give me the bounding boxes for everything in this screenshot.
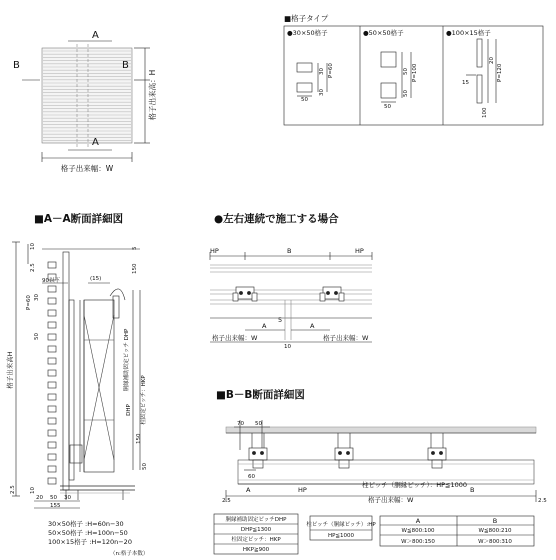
aa-slat [48,442,56,448]
note-30x50: 30×50格子 :H=60n−30 [48,520,124,528]
type3-name: ●100×15格子 [446,29,491,37]
label-a-top: A [92,30,99,41]
t3-r2-b: W＞800:310 [478,539,512,545]
cont-width-right: 格子出来幅：W [323,334,369,342]
section-aa [5,212,148,557]
aa-dim-10: 10 [30,243,36,250]
bb-width-label: 格子出来幅：W [368,496,414,504]
aa-slat [48,478,56,484]
bb-label-a: A [246,486,251,494]
aa-slat [48,418,56,424]
aa-brace-frame [84,300,114,472]
type3-slat-bottom [477,75,482,103]
type1-dim-30b: 30 [319,89,325,96]
aa-dim-5: 5 [132,246,138,250]
aa-dim-15-paren: (15) [90,276,102,282]
aa-slat [48,346,56,352]
aa-dim-2-5-left: 2.5 [10,485,16,494]
aa-slat [48,430,56,436]
type2-slat-top [381,52,396,67]
lattice-elevation [13,30,157,173]
aa-dhp-label: 胴縁補助固定ピッチ DHP [124,328,130,392]
aa-hkp-label: 柱固定ピッチ：HKP [141,375,147,425]
bb-post-bracket [428,448,446,460]
lattice-height-label: 格子出来高H [6,351,14,389]
bb-dim-50: 50 [255,421,262,427]
aa-dim-150-bottom: 150 [136,433,142,444]
type2-slat-bottom [381,83,396,98]
aa-post [63,252,69,490]
aa-slat [48,322,56,328]
aa-dim-2-5: 2.5 [30,263,36,272]
type1-dim-50: 50 [301,97,308,103]
bb-label-b: B [470,486,475,494]
t2-hp-header: 柱ピッチ（胴縁ピッチ）:HP [306,522,376,528]
note-n-count: （n:格子本数） [110,551,149,557]
type1-dim-30a: 30 [319,68,325,75]
t1-hkp-value: HKP≧900 [242,547,270,553]
bb-screw [346,451,349,454]
t3-r1-b: W≦800:210 [478,528,512,534]
aa-slat [48,382,56,388]
aa-slat [48,358,56,364]
aa-dim-50-bottom: 50 [142,463,148,470]
cont-a-right: A [310,322,315,330]
aa-dim-30: 30 [34,294,40,301]
height-label: 格子出来高：H [148,69,157,121]
bb-wall-hatch [226,427,536,433]
width-label: 格子出来幅：W [60,164,114,173]
aa-slat [48,334,56,340]
section-aa-title: ■A－A断面詳細図 [34,213,124,225]
t3-r2-a: W＞800:150 [401,539,435,545]
aa-slat [48,466,56,472]
bb-screw [338,451,341,454]
aa-slat [48,298,56,304]
cont-bracket-right [320,287,344,301]
cont-bracket-left [233,287,257,301]
bb-dim-70: 70 [237,421,244,427]
lattice-types [284,13,543,125]
aa-dim-30-b: 30 [64,495,71,501]
aa-slat [48,394,56,400]
cont-dim-10: 10 [284,344,291,350]
table-a-b-values [380,516,534,546]
aa-slat [48,454,56,460]
section-bb-title: ■B－B断面詳細図 [216,389,305,401]
aa-dim-pitch-60: P=60 [26,295,32,310]
spec-tables [214,514,534,554]
table-pitch-fixing [214,514,298,554]
aa-hook [110,289,125,300]
aa-dim-20: 20 [36,495,43,501]
type3-dim-20: 20 [489,57,495,64]
table-post-pitch [306,516,376,540]
section-bb [216,388,547,504]
type3-dim-pitch: P=120 [497,63,503,82]
cont-hp-right: HP [355,247,364,255]
type3-dim-100: 100 [482,107,488,118]
label-a-bottom: A [92,137,99,148]
continuous-installation [210,212,372,350]
bb-dim-60: 60 [248,474,255,480]
aa-dim-150-top: 150 [132,263,138,274]
bb-screw [252,451,255,454]
aa-slat [48,370,56,376]
aa-slat [48,286,56,292]
bb-screw [260,451,263,454]
bb-screw [439,451,442,454]
aa-dim-50: 50 [34,333,40,340]
t2-hp-value: HP≦1000 [327,533,355,539]
cont-b: B [287,247,292,255]
bb-dim-2-5-left: 2.5 [222,498,231,504]
type2-dim-50a: 50 [403,68,409,75]
aa-dim-10-bottom: 10 [30,487,36,494]
aa-slat [48,406,56,412]
label-b-left: B [13,60,20,71]
cont-width-left: 格子出来幅：W [212,334,258,342]
t1-hkp-header: 柱固定ピッチ：HKP [231,537,281,543]
type2-dim-pitch: P=100 [412,63,418,82]
t3-r1-a: W≦800:100 [401,528,435,534]
bb-post-bracket [335,448,353,460]
continuous-title: ●左右連続で施工する場合 [214,213,339,225]
aa-dim-90-or-less: 90以下 [42,278,60,284]
type3-slat-top [477,39,482,67]
note-50x50: 50×50格子 :H=100n−50 [48,529,128,537]
lattice-types-title: ■格子タイプ [284,14,329,23]
type1-name: ●30×50格子 [287,29,328,37]
label-b-right: B [122,60,129,71]
type2-name: ●50×50格子 [363,29,404,37]
bb-post-bracket [249,448,267,460]
aa-slat-column [48,262,56,484]
t3-header-b: B [492,517,498,525]
t3-header-a: A [415,517,421,525]
type1-slat-bottom [297,83,312,92]
bb-label-hp: HP [298,486,307,494]
cont-hp-left: HP [210,247,219,255]
bb-posts [249,433,446,468]
cont-dim-5: 5 [278,316,283,324]
aa-dim-50-b: 50 [50,495,57,501]
cont-a-left: A [262,322,267,330]
t1-dhp-value: DHP≦1300 [240,527,272,533]
t1-dhp-header: 胴縁補助固定ピッチDHP [225,517,287,523]
bb-screw [431,451,434,454]
bb-dim-2-5-right: 2.5 [538,498,547,504]
type2-dim-50b: 50 [403,90,409,97]
type2-dim-50c: 50 [384,104,391,110]
aa-dhp-short: DHP [126,404,132,416]
type3-dim-15: 15 [462,80,469,86]
note-100x15: 100×15格子 :H=120n−20 [48,538,132,546]
aa-slat [48,262,56,268]
aa-dim-155: 155 [50,503,61,509]
aa-slat [48,310,56,316]
type1-slat-top [297,63,312,72]
type1-dim-pitch: P=60 [328,63,334,78]
bb-post-pitch: 柱ピッチ（胴縁ピッチ）：HP≦1000 [362,481,468,489]
